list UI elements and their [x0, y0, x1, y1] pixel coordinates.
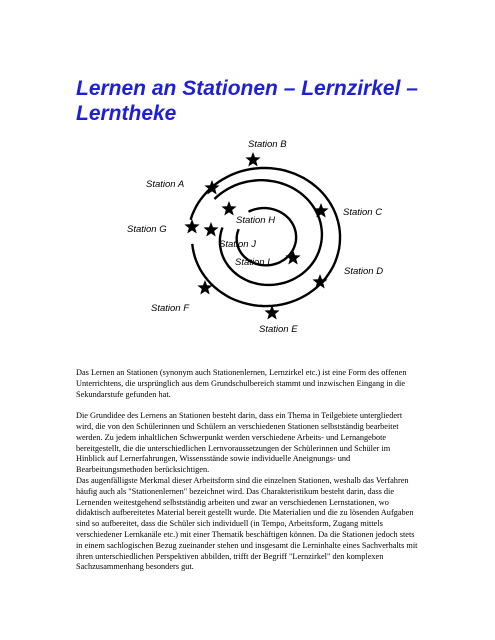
station-label-e: Station E: [259, 324, 298, 335]
star-station-d: [312, 274, 327, 289]
station-label-d: Station D: [344, 266, 384, 277]
article-body: [76, 368, 421, 584]
station-label-c: Station C: [343, 207, 383, 218]
middle-ring: [214, 180, 322, 285]
star-station-i: [285, 250, 300, 265]
station-label-h: Station H: [236, 215, 276, 226]
station-label-f: Station F: [151, 303, 190, 314]
station-label-i: Station I: [235, 257, 270, 268]
paragraph-intro: Das Lernen an Stationen (synonym auch Stationenlernen, Lernzirkel etc.) ist eine Form des offenen Unterrichtens, die ursprünglich aus dem Grundschulbereich stammt und inzwischen Eingang in die Sekundarstufe gefunden hat.: [76, 368, 407, 399]
station-label-b: Station B: [248, 139, 287, 150]
paragraph-merkmal: Das augenfälligste Merkmal dieser Arbeitsform sind die einzelnen Stationen, weshalb das Verfahren häufig auch als "Stationenlernen" bezeichnet wird. Das Charakteristikum besteht darin, dass die Lernenden weitestgehend selbstständig arbeiten und zwar an verschiedenen Lernstationen, wo didaktisch aufbereitetes Material bereit gestellt wurde. Die Materialien und die zu lösenden Aufgaben sind so aufbereitet, dass die Schüler sich individuell (in Tempo, Arbeitsform, Zugang mittels verschiedener Lernkanäle etc.) mit einer Thematik beschäftigen können. Da die Stationen jedoch stets in einem sachlogischen Bezug zueinander stehen und insgesamt die Lerninhalte eines Sachverhalts mit ihren unterschiedlichen Perspektiven abbilden, trifft der Begriff "Lernzirkel" den komplexen Sachzusammenhang besonders gut.: [76, 475, 418, 572]
paragraph-grundidee: Die Grundidee des Lernens an Stationen besteht darin, dass ein Thema in Teilgebiete untergliedert wird, die von den Schülerinnen und Schülern an verschiedenen Stationen selbstständig bearbeitet werden. Zu jedem inhaltlichen Schwerpunkt werden verschiedene Arbeits- und Lernangebote bereitgestellt, die die unterschiedlichen Lernvoraussetzungen der Schülerinnen und Schüler im Hinblick auf Lernerfahrungen, Wissensstände sowie individuelle Aneignungs- und Bearbeitungsmethoden berücksichtigen.: [76, 411, 403, 475]
star-station-j: [203, 222, 218, 237]
star-station-h: [221, 201, 236, 216]
station-label-j: Station J: [219, 239, 256, 250]
station-label-g: Station G: [127, 224, 167, 235]
page-title: Lernen an Stationen – Lernzirkel – Lerntheke: [76, 77, 418, 125]
star-station-g: [184, 219, 199, 234]
station-label-a: Station A: [146, 179, 185, 190]
star-station-b: [245, 152, 260, 167]
star-station-c: [313, 203, 328, 218]
